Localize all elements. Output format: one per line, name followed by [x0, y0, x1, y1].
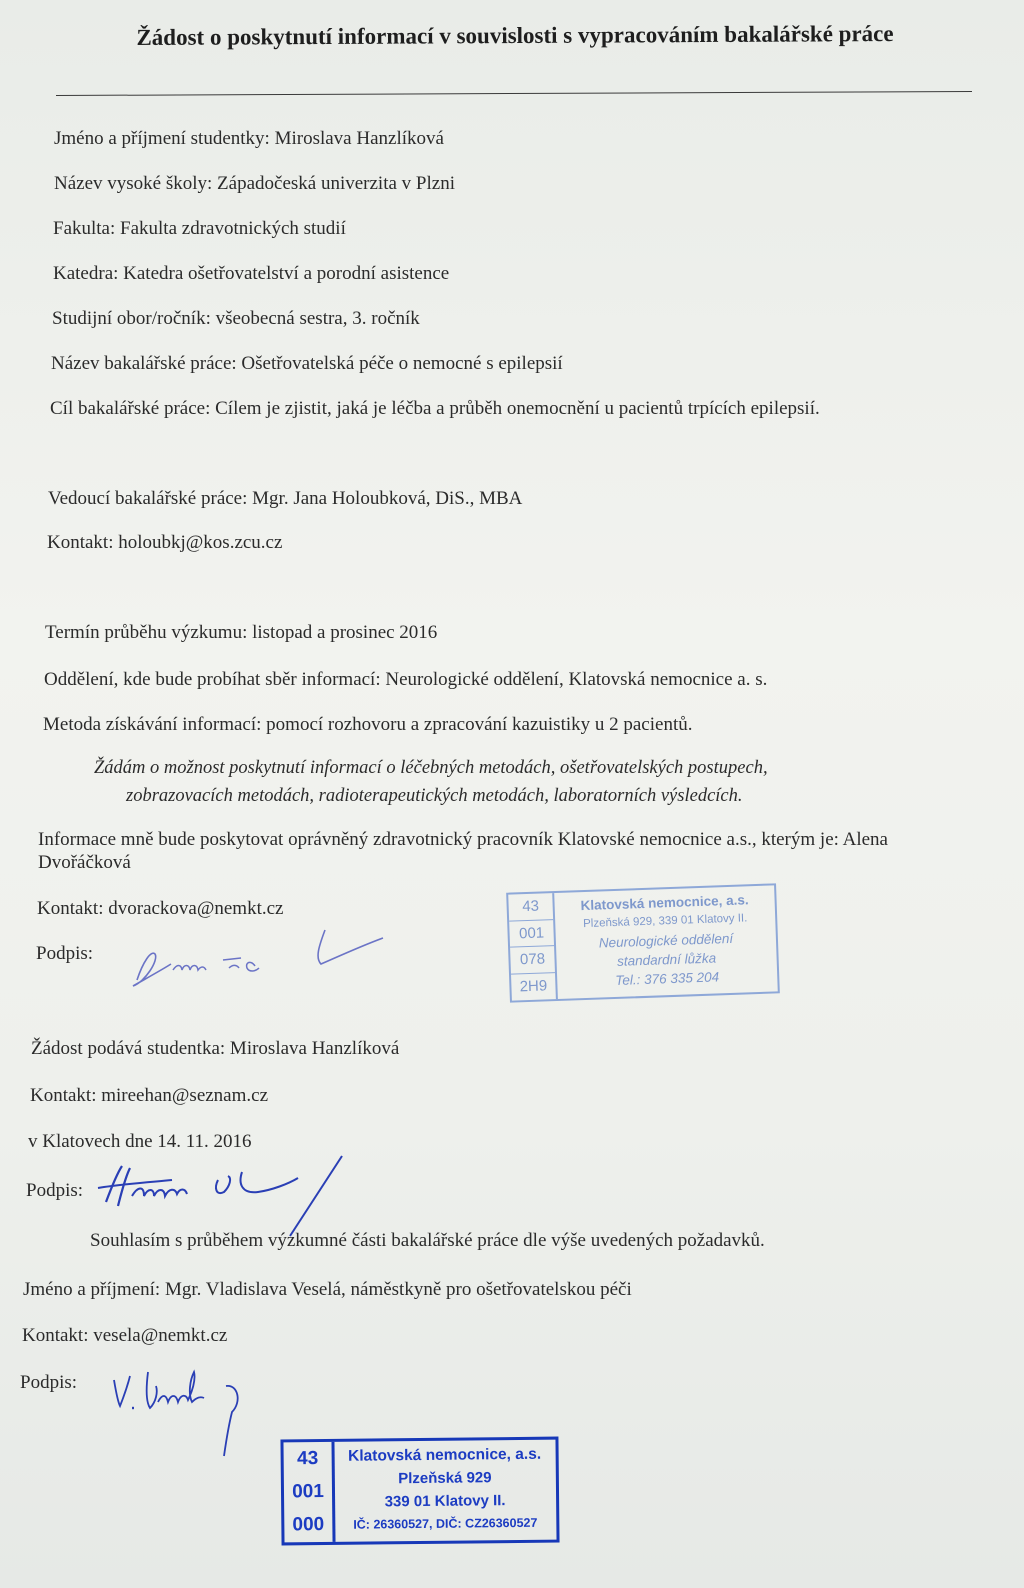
stamp-number: 078	[510, 946, 555, 974]
stamp-text	[338, 1443, 553, 1537]
student-signature	[92, 1150, 352, 1240]
stamp-line: Tel.: 376 335 204	[615, 969, 720, 988]
approver-name-field: Jméno a příjmení: Mgr. Vladislava Veselá, náměstkyně pro ošetřovatelskou péči	[23, 1279, 632, 1300]
stamp-number: 001	[292, 1481, 324, 1503]
research-location-field: Oddělení, kde bude probíhat sběr informací: Neurologické oddělení, Klatovská nemocnice a. s.	[44, 669, 768, 690]
stamp-text	[558, 890, 773, 992]
stamp-number: 43	[508, 893, 553, 921]
title-divider	[56, 91, 972, 96]
stamp-number-column	[283, 1442, 335, 1543]
faculty-field: Fakulta: Fakulta zdravotnických studií	[53, 218, 346, 239]
provider-text: Informace mně bude poskytovat oprávněný zdravotnický pracovník Klatovské nemocnice a.s., kterým je: Alena Dvořáčková	[38, 829, 888, 873]
thesis-goal-field: Cíl bakalářské práce: Cílem je zjistit, jaká je léčba a průběh onemocnění u pacientů trpících epilepsií.	[50, 398, 820, 419]
stamp-line: IČ: 26360527, DIČ: CZ26360527	[353, 1515, 538, 1532]
supervisor-field: Vedoucí bakalářské práce: Mgr. Jana Holoubková, DiS., MBA	[48, 488, 523, 509]
university-field: Název vysoké školy: Západočeská univerzita v Plzni	[54, 173, 455, 194]
department-stamp	[506, 883, 780, 1002]
stamp-number: 2H9	[519, 976, 548, 995]
document-title: Žádost o poskytnutí informací v souvislosti s vypracováním bakalářské práce	[136, 21, 894, 50]
thesis-title-field: Název bakalářské práce: Ošetřovatelská péče o nemocné s epilepsií	[51, 353, 563, 374]
approver-signature	[106, 1362, 256, 1462]
stamp-number-column	[508, 893, 558, 1001]
request-text-line-2: zobrazovacích metodách, radioterapeutických metodách, laboratorních výsledcích.	[126, 786, 743, 806]
student-request-field: Žádost podává studentka: Miroslava Hanzlíková	[31, 1038, 400, 1059]
research-method-field: Metoda získávání informací: pomocí rozhovoru a zpracování kazuistiky u 2 pacientů.	[43, 714, 693, 735]
request-text-line-1: Žádám o možnost poskytnutí informací o léčebných metodách, ošetřovatelských postupech,	[94, 758, 768, 778]
stamp-number: 43	[296, 1448, 319, 1470]
hospital-stamp	[280, 1437, 559, 1546]
stamp-line: Klatovská nemocnice, a.s.	[580, 892, 749, 914]
department-field: Katedra: Katedra ošetřovatelství a porodní asistence	[53, 263, 450, 284]
student-name-field: Jméno a příjmení studentky: Miroslava Hanzlíková	[54, 128, 444, 149]
student-signature-label: Podpis:	[26, 1180, 84, 1201]
stamp-number: 001	[509, 920, 554, 948]
study-field: Studijní obor/ročník: všeobecná sestra, 3. ročník	[52, 308, 420, 329]
stamp-line: Plzeňská 929, 339 01 Klatovy II.	[582, 912, 748, 931]
provider-contact-field: Kontakt: dvorackova@nemkt.cz	[37, 898, 284, 919]
stamp-line: Neurologické oddělení	[598, 930, 734, 951]
stamp-number: 000	[292, 1514, 325, 1536]
provider-signature	[125, 918, 395, 998]
stamp-line: Klatovská nemocnice, a.s.	[348, 1445, 542, 1465]
stamp-line: Plzeňská 929	[398, 1469, 492, 1488]
stamp-line: 339 01 Klatovy II.	[384, 1492, 506, 1511]
provider-signature-label: Podpis:	[36, 943, 94, 964]
place-date-field: v Klatovech dne 14. 11. 2016	[28, 1131, 252, 1152]
approver-contact-field: Kontakt: vesela@nemkt.cz	[22, 1325, 228, 1346]
approver-signature-label: Podpis:	[20, 1372, 78, 1393]
consent-text: Souhlasím s průběhem výzkumné části bakalářské práce dle výše uvedených požadavků.	[90, 1230, 765, 1251]
supervisor-contact-field: Kontakt: holoubkj@kos.zcu.cz	[47, 532, 283, 553]
research-term-field: Termín průběhu výzkumu: listopad a prosinec 2016	[45, 622, 438, 643]
stamp-line: standardní lůžka	[616, 950, 717, 969]
student-contact-field: Kontakt: mireehan@seznam.cz	[30, 1085, 269, 1106]
